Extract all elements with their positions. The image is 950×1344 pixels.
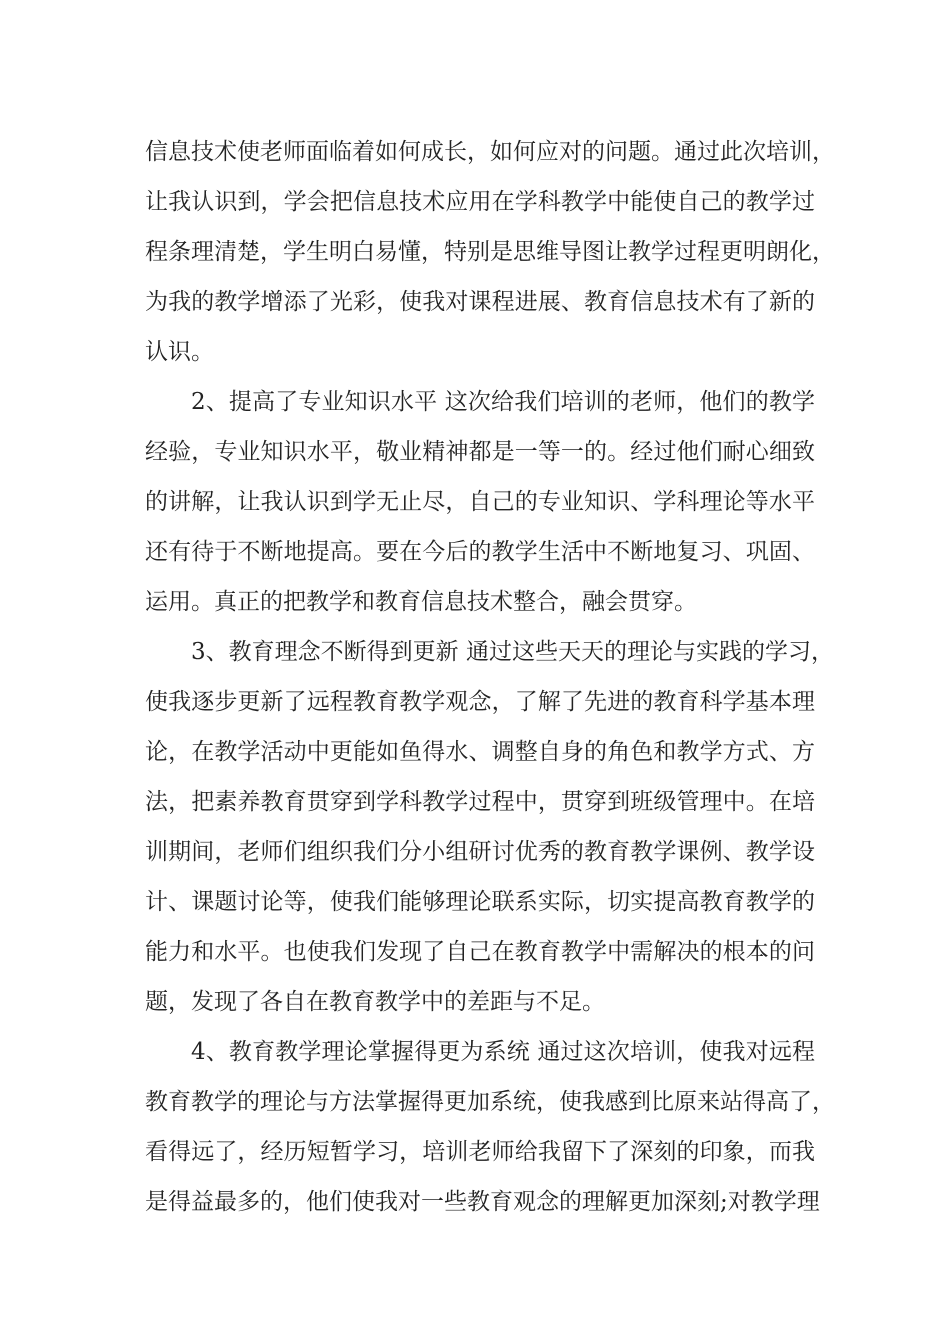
text-line: 法，把素养教育贯穿到学科教学过程中，贯穿到班级管理中。在培: [145, 789, 815, 815]
text-line: 计、课题讨论等，使我们能够理论联系实际，切实提高教育教学的: [145, 889, 815, 915]
text-line: 还有待于不断地提高。要在今后的教学生活中不断地复习、巩固、: [145, 539, 815, 565]
text-line: 程条理清楚，学生明白易懂，特别是思维导图让教学过程更明朗化，: [145, 239, 835, 265]
document-body: [145, 127, 835, 1227]
text-line: 认识。: [145, 339, 214, 365]
text-line: 信息技术使老师面临着如何成长，如何应对的问题。通过此次培训，: [145, 139, 835, 165]
text-line: 是得益最多的，他们使我对一些教育观念的理解更加深刻;对教学理: [145, 1189, 820, 1215]
text-line: 让我认识到，学会把信息技术应用在学科教学中能使自己的教学过: [145, 189, 815, 215]
text-line: 能力和水平。也使我们发现了自己在教育教学中需解决的根本的问: [145, 939, 815, 965]
text-line: 经验，专业知识水平，敬业精神都是一等一的。经过他们耐心细致: [145, 439, 815, 465]
text-line: 论，在教学活动中更能如鱼得水、调整自身的角色和教学方式、方: [145, 739, 815, 765]
text-line: 为我的教学增添了光彩，使我对课程进展、教育信息技术有了新的: [145, 289, 815, 315]
text-line: 使我逐步更新了远程教育教学观念，了解了先进的教育科学基本理: [145, 689, 815, 715]
paragraph-1: [145, 127, 835, 377]
text-line: 4、教育教学理论掌握得更为系统 通过这次培训，使我对远程: [191, 1039, 815, 1065]
text-line: 运用。真正的把教学和教育信息技术整合，融会贯穿。: [145, 589, 697, 615]
text-line: 训期间，老师们组织我们分小组研讨优秀的教育教学课例、教学设: [145, 839, 815, 865]
paragraph-2: [145, 377, 815, 627]
text-line: 教育教学的理论与方法掌握得更加系统，使我感到比原来站得高了，: [145, 1089, 835, 1115]
text-line: 题，发现了各自在教育教学中的差距与不足。: [145, 989, 605, 1015]
paragraph-4: [145, 1027, 835, 1227]
text-line: 2、提高了专业知识水平 这次给我们培训的老师，他们的教学: [191, 389, 815, 415]
paragraph-3: [145, 627, 834, 1027]
text-line: 3、教育理念不断得到更新 通过这些天天的理论与实践的学习，: [191, 639, 834, 665]
text-line: 的讲解，让我认识到学无止尽，自己的专业知识、学科理论等水平: [145, 489, 815, 515]
text-line: 看得远了，经历短暂学习，培训老师给我留下了深刻的印象，而我: [145, 1139, 815, 1165]
